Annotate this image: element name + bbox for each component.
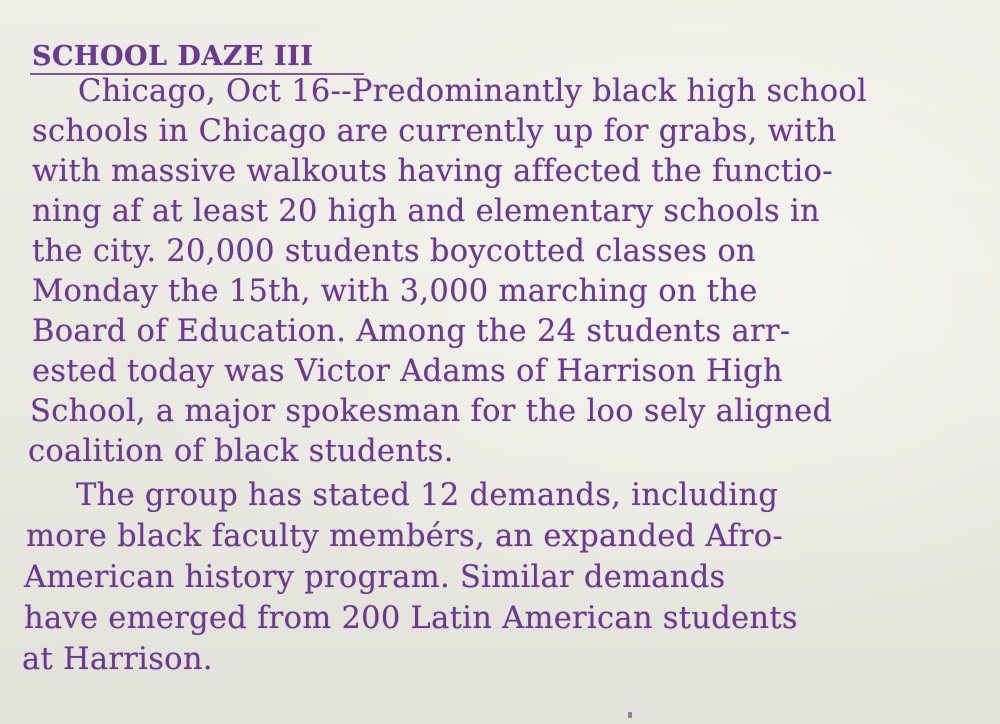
paragraph-line: more black faculty membérs, an expanded Afro- [26, 519, 783, 554]
paragraph-line: ning af at least 20 high and elementary schools in [32, 194, 820, 229]
paragraph-line: Board of Education. Among the 24 students arr- [32, 314, 791, 349]
paragraph-line: with massive walkouts having affected the functio- [32, 154, 833, 189]
paragraph-line: the city. 20,000 students boycotted classes on [32, 234, 756, 269]
paragraph-line: ested today was Victor Adams of Harrison High [32, 354, 783, 389]
paragraph-line: schools in Chicago are currently up for grabs, with [32, 114, 837, 149]
paragraph-line: Chicago, Oct 16--Predominantly black high school [78, 74, 868, 109]
paragraph-line: Monday the 15th, with 3,000 marching on the [32, 274, 758, 309]
paragraph-line: School, a major spokesman for the loo sely aligned [30, 394, 833, 429]
paragraph-line: The group has stated 12 demands, including [76, 478, 779, 513]
paragraph-line: at Harrison. [22, 642, 213, 677]
article-headline: SCHOOL DAZE III [32, 41, 314, 72]
ink-speck [628, 712, 632, 718]
paragraph-line: have emerged from 200 Latin American students [24, 601, 798, 636]
paragraph-line: American history program. Similar demands [24, 560, 726, 595]
paragraph-line: coalition of black students. [28, 434, 454, 469]
